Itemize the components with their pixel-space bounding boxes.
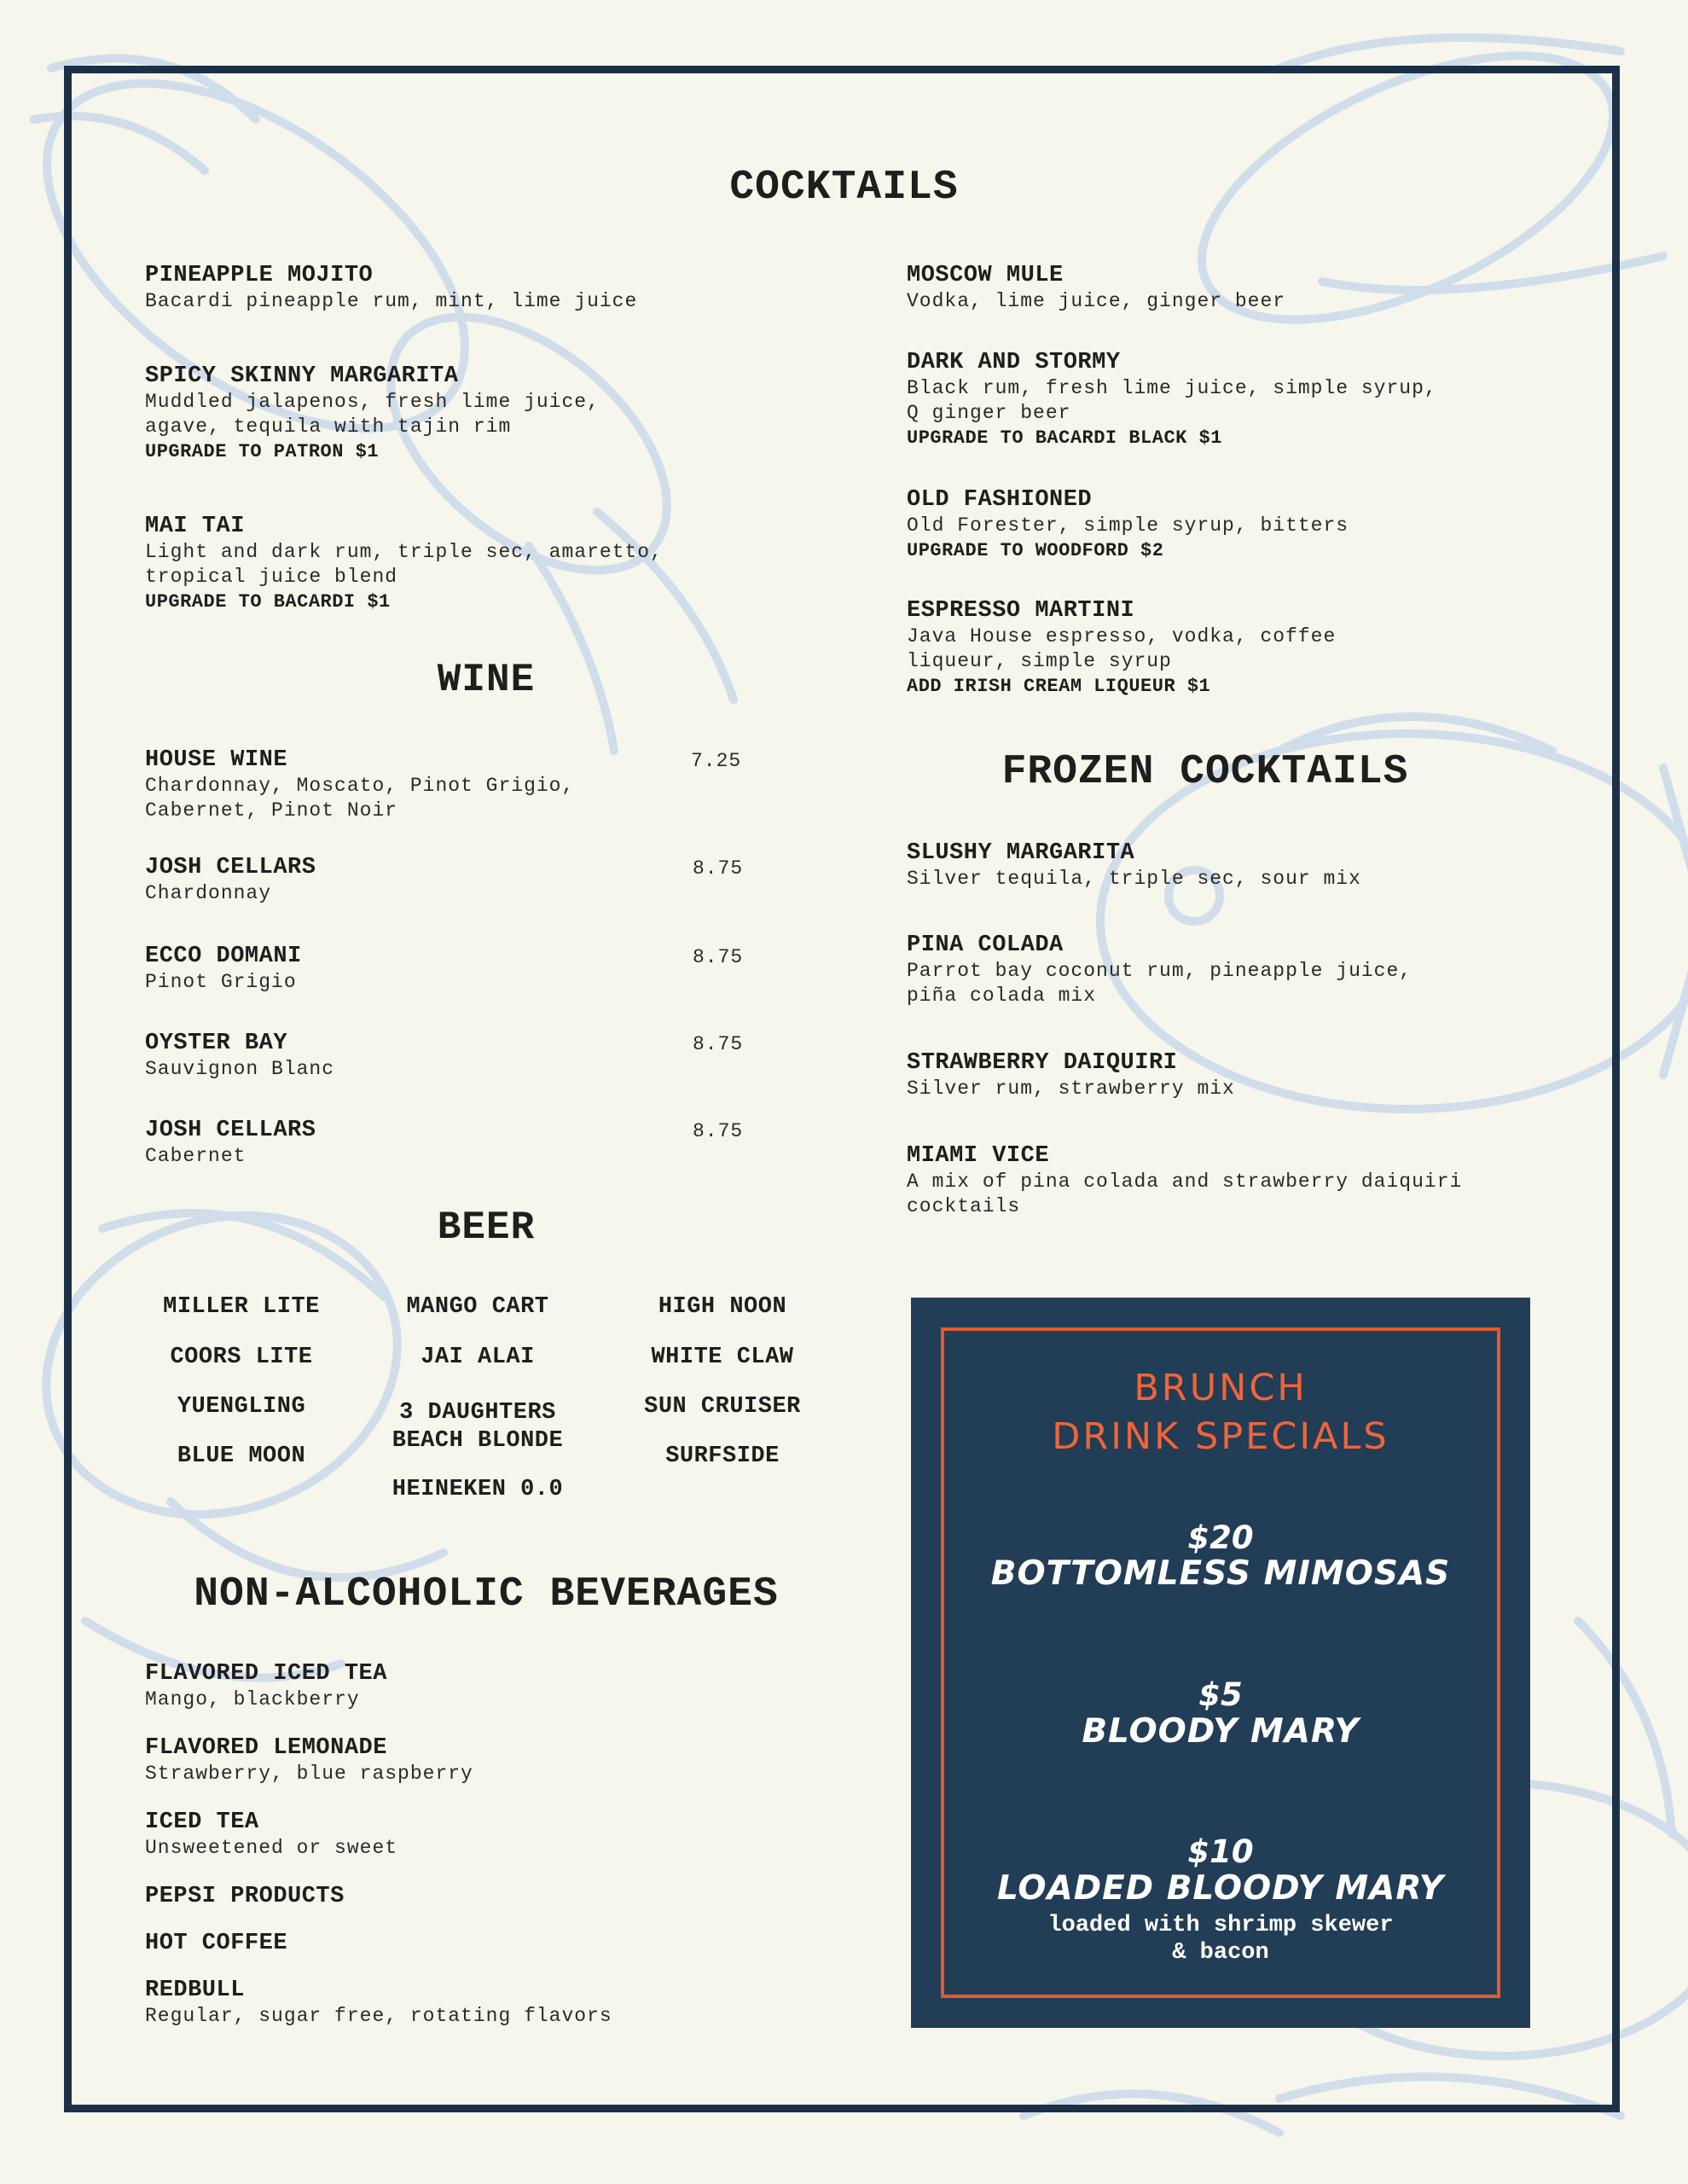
special-price: $20 [1187,1519,1254,1556]
item-name: JOSH CELLARS [145,855,316,880]
item-description: Black rum, fresh lime juice, simple syrup, Q ginger beer [907,377,1437,424]
beverage-item [145,1734,473,1786]
beverage-item [145,1809,397,1861]
beer-item: HIGH NOON [658,1294,787,1320]
beer-item: MILLER LITE [163,1294,320,1320]
beverage-item [145,1660,387,1712]
wine-item [145,1117,316,1169]
item-description: Chardonnay, Moscato, Pinot Grigio, Cabernet, Pinot Noir [145,775,575,822]
item-name: ESPRESSO MARTINI [907,598,1135,624]
brunch-title-line2: DRINK SPECIALS [1052,1415,1389,1458]
wine-item [145,1030,334,1082]
wine-price: 8.75 [693,1033,744,1055]
item-name: MAI TAI [145,514,245,539]
cocktail-item [907,597,1336,699]
special-name: LOADED BLOODY MARY [996,1869,1445,1908]
special-note: loaded with shrimp skewer & bacon [1047,1913,1394,1966]
item-name: SPICY SKINNY MARGARITA [145,363,459,389]
wine-item [145,854,316,906]
brunch-specials-box [911,1298,1530,2028]
item-name: OYSTER BAY [145,1031,288,1056]
item-name: ECCO DOMANI [145,944,302,969]
item-name: MOSCOW MULE [907,263,1064,288]
beer-item: SURFSIDE [665,1443,780,1469]
item-description: Sauvignon Blanc [145,1058,335,1080]
item-name: FLAVORED ICED TEA [145,1661,387,1687]
item-description: Java House espresso, vodka, coffee liqueur, simple syrup [907,625,1337,672]
special-name: BOTTOMLESS MIMOSAS [990,1554,1451,1593]
item-description: Parrot bay coconut rum, pineapple juice, piña colada mix [907,960,1412,1007]
item-description: Vodka, lime juice, ginger beer [907,290,1286,312]
beer-item: 3 DAUGHTERS BEACH BLONDE [392,1400,564,1454]
item-upgrade: UPGRADE TO WOODFORD $2 [907,540,1164,561]
wine-item [145,746,574,823]
item-name: HOT COFFEE [145,1931,288,1956]
item-description: Unsweetened or sweet [145,1837,398,1859]
item-description: Mango, blackberry [145,1688,360,1711]
beer-item: WHITE CLAW [651,1345,794,1370]
item-description: Old Forester, simple syrup, bitters [907,514,1349,537]
frozen-item [907,839,1361,892]
wine-heading: WINE [437,658,536,702]
beer-item: SUN CRUISER [644,1394,801,1420]
beer-item: YUENGLING [177,1394,306,1420]
item-name: ICED TEA [145,1809,259,1835]
cocktail-item [145,363,600,464]
item-name: DARK AND STORMY [907,350,1121,375]
item-name: PINEAPPLE MOJITO [145,263,374,288]
item-description: Silver tequila, triple sec, sour mix [907,868,1361,890]
item-name: JOSH CELLARS [145,1118,316,1143]
beer-item: COORS LITE [170,1345,313,1370]
special-name: BLOODY MARY [1082,1712,1360,1751]
item-description: Pinot Grigio [145,971,297,993]
item-name: HOUSE WINE [145,747,288,773]
wine-price: 8.75 [693,946,744,968]
beverage-item [145,1930,287,1957]
frozen-item [907,1142,1462,1219]
beer-item: MANGO CART [406,1294,549,1320]
item-description: Silver rum, strawberry mix [907,1077,1235,1100]
beer-item: JAI ALAI [421,1345,535,1370]
wine-price: 8.75 [693,1120,744,1142]
item-name: OLD FASHIONED [907,487,1093,513]
beer-heading: BEER [437,1205,536,1250]
item-upgrade: ADD IRISH CREAM LIQUEUR $1 [907,676,1211,697]
wine-price: 8.75 [693,857,744,880]
non-alcoholic-heading: NON-ALCOHOLIC BEVERAGES [194,1571,779,1618]
wine-price: 7.25 [691,750,742,772]
item-description: Bacardi pineapple rum, mint, lime juice [145,290,638,312]
item-name: PINA COLADA [907,932,1064,958]
item-description: Strawberry, blue raspberry [145,1763,473,1785]
cocktail-item [145,262,637,314]
special-price: $10 [1187,1833,1254,1870]
frozen-item [907,932,1412,1008]
item-name: MIAMI VICE [907,1143,1050,1169]
cocktail-item [907,486,1349,563]
item-upgrade: UPGRADE TO BACARDI BLACK $1 [907,427,1222,449]
beverage-item [145,1977,612,2029]
item-name: SLUSHY MARGARITA [907,840,1135,866]
item-name: PEPSI PRODUCTS [145,1884,345,1909]
item-name: STRAWBERRY DAIQUIRI [907,1050,1178,1076]
beer-item: HEINEKEN 0.0 [392,1477,564,1502]
item-name: FLAVORED LEMONADE [145,1735,387,1761]
item-description: Chardonnay [145,882,272,904]
item-description: Cabernet [145,1145,247,1167]
brunch-title-line1: BRUNCH [1134,1367,1308,1409]
item-description: A mix of pina colada and strawberry daiquiri cocktails [907,1170,1463,1217]
cocktail-item [907,349,1437,450]
special-price: $5 [1198,1676,1243,1713]
item-description: Light and dark rum, triple sec, amaretto, tropical juice blend [145,541,663,588]
item-description: Regular, sugar free, rotating flavors [145,2005,612,2027]
beverage-item [145,1883,345,1910]
beer-item: BLUE MOON [177,1443,306,1469]
item-upgrade: UPGRADE TO PATRON $1 [145,441,380,462]
frozen-cocktails-heading: FROZEN COCKTAILS [1001,749,1409,795]
wine-item [145,943,302,995]
cocktail-item [907,262,1285,314]
item-upgrade: UPGRADE TO BACARDI $1 [145,591,391,613]
cocktails-heading: COCKTAILS [729,165,959,211]
cocktail-item [145,513,663,614]
item-description: Muddled jalapenos, fresh lime juice, agave, tequila with tajin rim [145,391,600,438]
item-name: REDBULL [145,1978,245,2003]
frozen-item [907,1049,1235,1101]
